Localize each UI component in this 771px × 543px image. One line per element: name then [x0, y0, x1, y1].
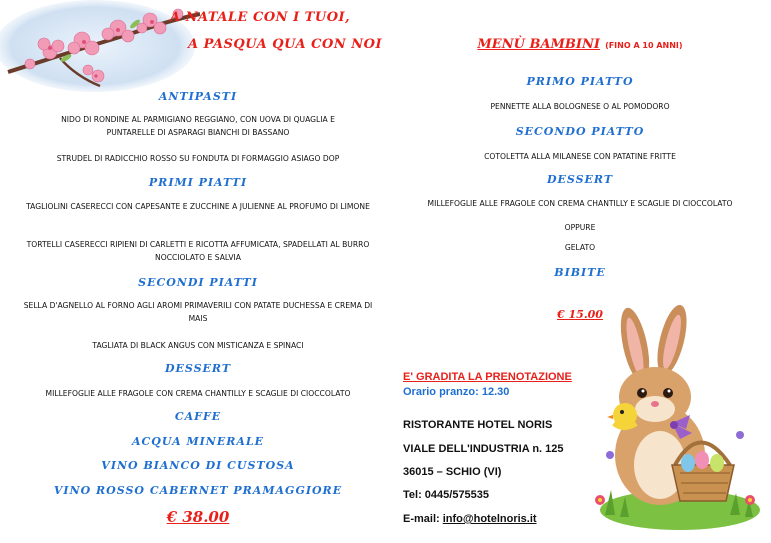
kids-secondo-title: SECONDO PIATTO	[515, 125, 645, 138]
kids-menu-title-row	[400, 33, 760, 52]
dessert-item-1: MILLEFOGLIE ALLE FRAGOLE CON CREMA CHANTILLY E SCAGLIE DI CIOCCOLATO	[45, 389, 351, 398]
primi-item-1: TAGLIOLINI CASERECCI CON CAPESANTE E ZUCCHINE A JULIENNE AL PROFUMO DI LIMONE	[26, 202, 370, 211]
email-link[interactable]: info@hotelnoris.it	[442, 513, 537, 525]
secondi-item-2: TAGLIATA DI BLACK ANGUS CON MISTICANZA E SPINACI	[92, 341, 304, 350]
kids-primo-title: PRIMO PIATTO	[526, 75, 634, 88]
restaurant-phone: Tel: 0445/575535	[403, 489, 490, 501]
kids-menu-age-note: (FINO A 10 ANNI)	[605, 41, 683, 50]
header-line-2: A PASQUA QUA CON NOI	[188, 37, 383, 52]
antipasti-item-2: STRUDEL DI RADICCHIO ROSSO SU FONDUTA DI FORMAGGIO ASIAGO DOP	[56, 154, 340, 163]
restaurant-city: 36015 – SCHIO (VI)	[403, 466, 502, 478]
restaurant-email-row	[403, 513, 537, 525]
header-line-1: A NATALE CON I TUOI,	[170, 10, 351, 25]
menu-price: € 38.00	[166, 508, 230, 526]
restaurant-name: RISTORANTE HOTEL NORIS	[403, 419, 553, 431]
kids-oppure: OPPURE	[564, 223, 596, 232]
kids-dessert-item: MILLEFOGLIE ALLE FRAGOLE CON CREMA CHANTILLY E SCAGLIE DI CIOCCOLATO	[427, 199, 733, 208]
kids-bibite: BIBITE	[554, 266, 606, 279]
primi-title: PRIMI PIATTI	[148, 176, 248, 189]
kids-menu-title: MENÙ BAMBINI	[477, 37, 600, 52]
secondi-title: SECONDI PIATTI	[138, 276, 258, 289]
antipasti-title: ANTIPASTI	[158, 90, 238, 103]
kids-menu-price: € 15.00	[557, 308, 603, 321]
kids-dessert-title: DESSERT	[546, 173, 614, 186]
kids-secondo-item: COTOLETTA ALLA MILANESE CON PATATINE FRITTE	[484, 152, 676, 161]
restaurant-street: VIALE DELL'INDUSTRIA n. 125	[403, 443, 564, 455]
caffe-label: CAFFE	[174, 410, 222, 423]
email-label: E-mail:	[403, 513, 443, 525]
reservation-note: E' GRADITA LA PRENOTAZIONE	[403, 371, 572, 383]
dessert-title: DESSERT	[164, 362, 232, 375]
kids-gelato: GELATO	[564, 243, 596, 252]
primi-item-2: TORTELLI CASERECCI RIPIENI DI CARLETTI E RICOTTA AFFUMICATA, SPADELLATI AL BURRO NOCCIOLATO E SALVIA	[26, 240, 370, 262]
lunch-hours: Orario pranzo: 12.30	[403, 386, 510, 398]
easter-bunny-image	[580, 305, 765, 535]
vino-bianco-label: VINO BIANCO DI CUSTOSA	[101, 459, 295, 472]
vino-rosso-label: VINO ROSSO CABERNET PRAMAGGIORE	[53, 484, 343, 497]
antipasti-item-1: NIDO DI RONDINE AL PARMIGIANO REGGIANO, CON UOVA DI QUAGLIA E PUNTARELLE DI ASPARAGI BIANCHI DI BASSANO	[61, 115, 335, 137]
acqua-label: ACQUA MINERALE	[131, 435, 265, 448]
kids-primo-item: PENNETTE ALLA BOLOGNESE O AL POMODORO	[490, 102, 670, 111]
secondi-item-1: SELLA D'AGNELLO AL FORNO AGLI AROMI PRIMAVERILI CON PATATE DUCHESSA E CREMA DI MAIS	[23, 301, 373, 323]
